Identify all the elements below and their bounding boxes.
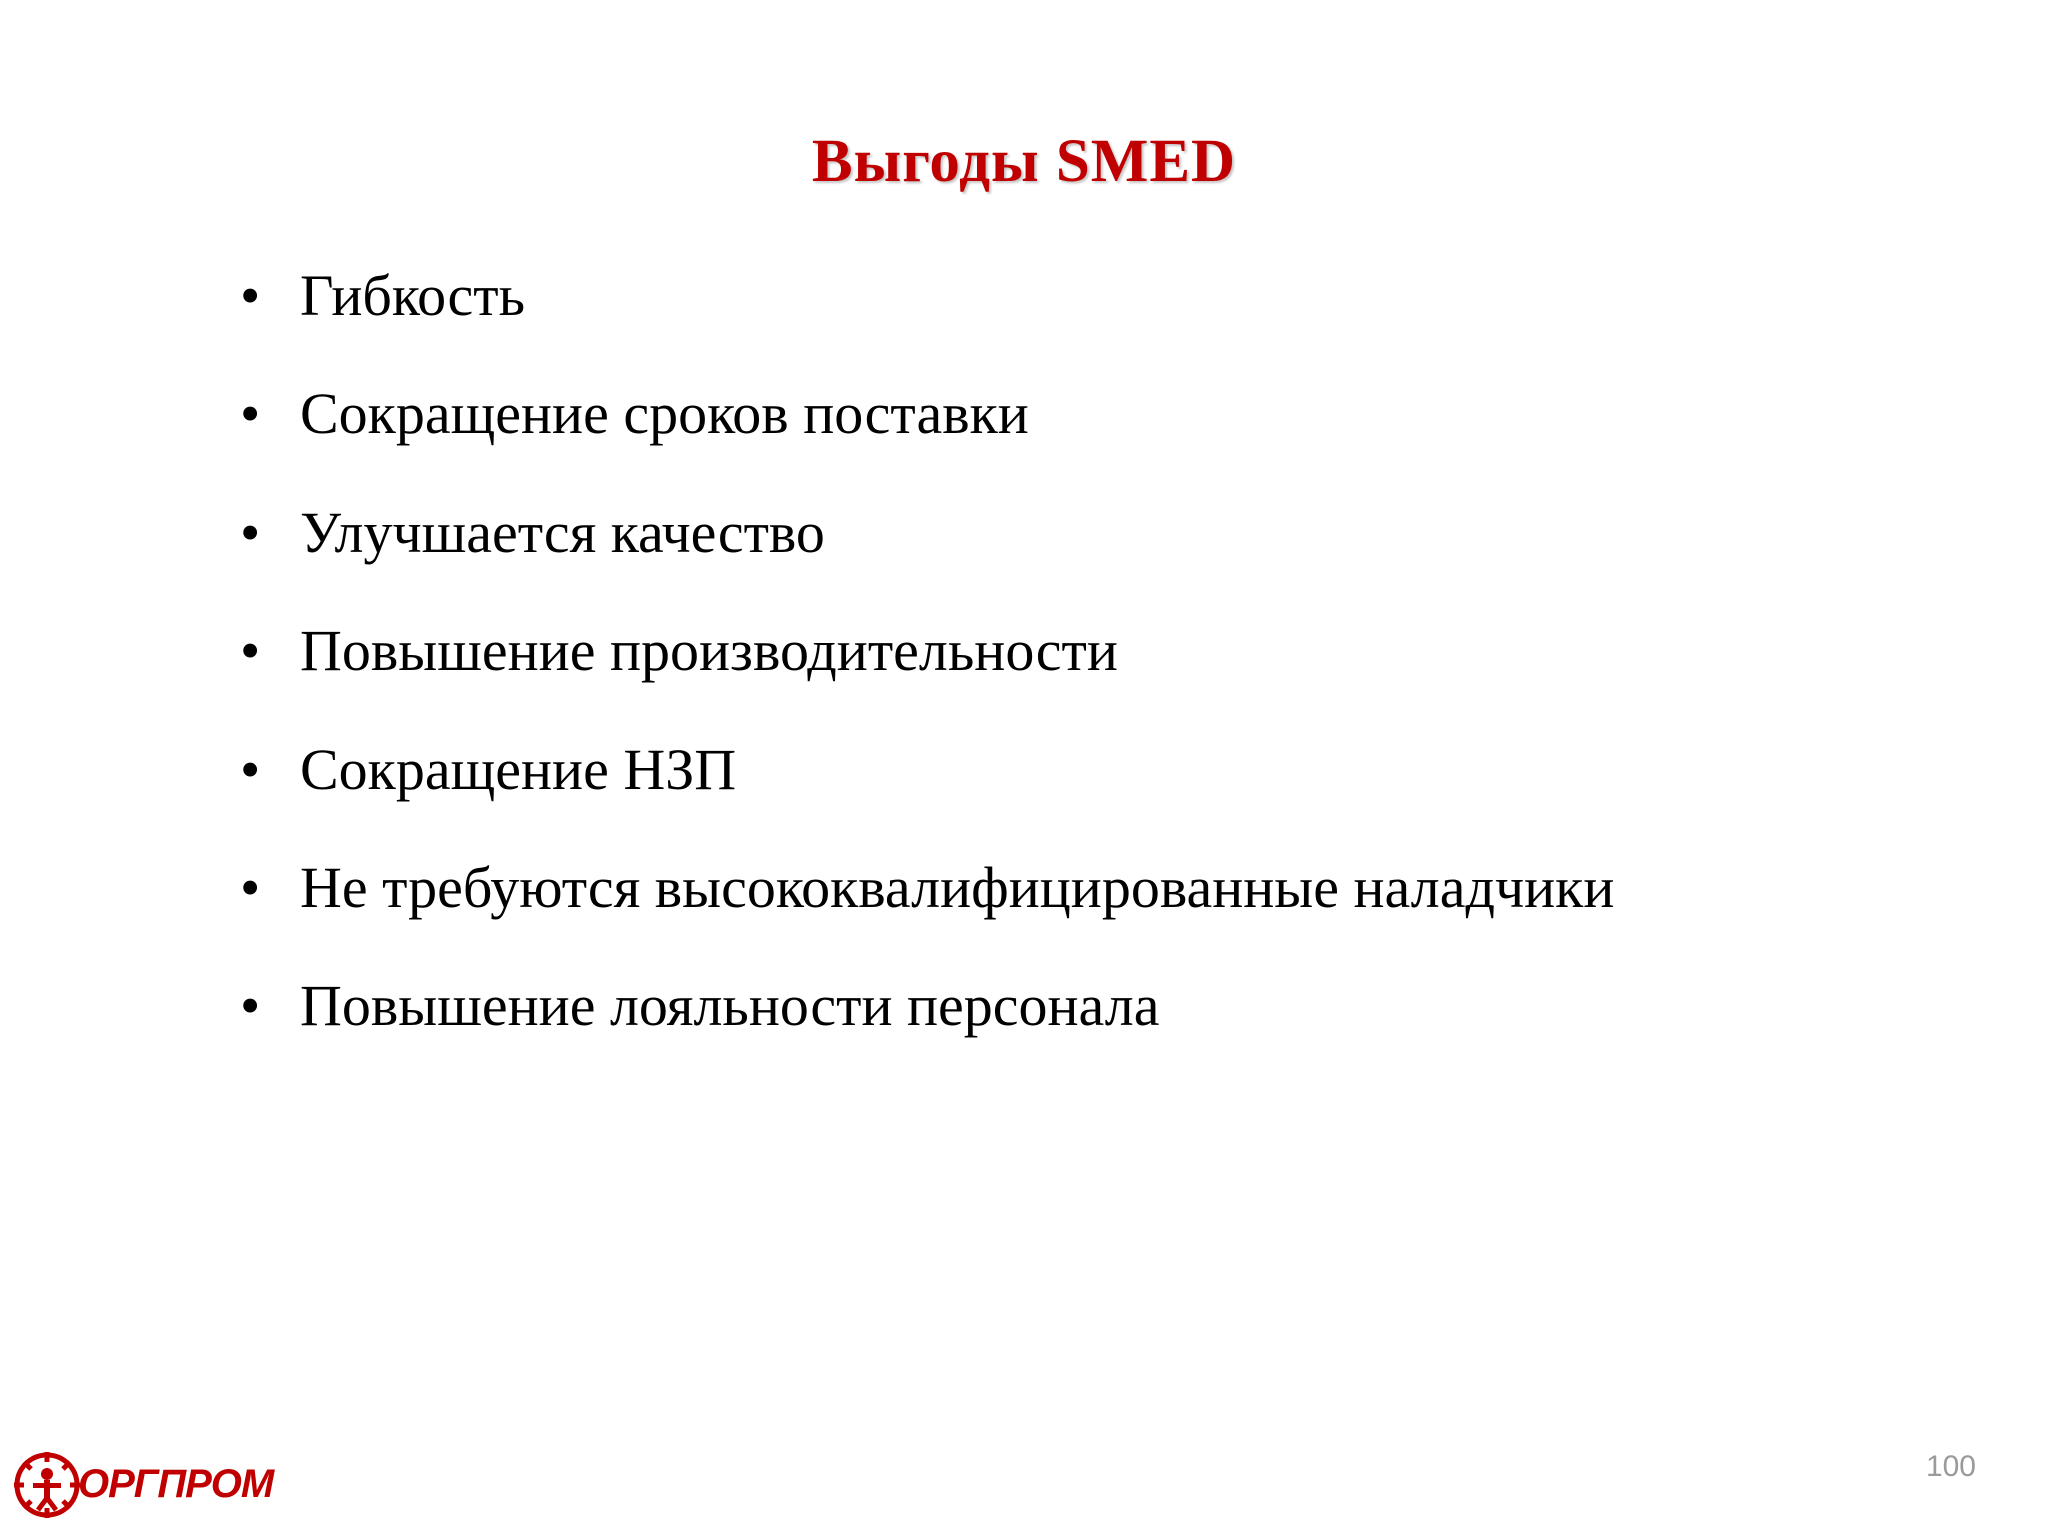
bullet-icon: • (240, 263, 261, 328)
bullet-icon: • (240, 736, 261, 802)
list-item-label: Улучшается качество (300, 499, 825, 565)
list-item-label: Сокращение сроков поставки (300, 381, 1029, 447)
bullet-icon: • (240, 618, 261, 684)
list-item-label: Не требуются высококвалифицированные наладчики (300, 854, 1615, 920)
list-item (230, 850, 1910, 925)
page-number: 100 (1925, 1450, 1976, 1483)
list-item-label: Гибкость (300, 263, 526, 328)
list-item (230, 613, 1910, 688)
benefits-list (230, 258, 1910, 1087)
gear-person-icon (14, 1452, 80, 1518)
list-item (230, 968, 1910, 1043)
company-logo (14, 1448, 284, 1520)
bullet-icon: • (240, 499, 261, 565)
list-item (230, 732, 1910, 807)
list-item (230, 258, 1910, 333)
list-item (230, 376, 1910, 451)
list-item-label: Сокращение НЗП (300, 736, 737, 802)
list-item-label: Повышение производительности (300, 618, 1118, 684)
company-logo-text: ОРГПРОМ (78, 1462, 274, 1506)
list-item-label: Повышение лояльности персонала (300, 973, 1160, 1039)
bullet-icon: • (240, 973, 261, 1039)
bullet-icon: • (240, 381, 261, 447)
page-title: Выгоды SMED (811, 128, 1237, 195)
list-item (230, 495, 1910, 570)
bullet-icon: • (240, 854, 261, 920)
